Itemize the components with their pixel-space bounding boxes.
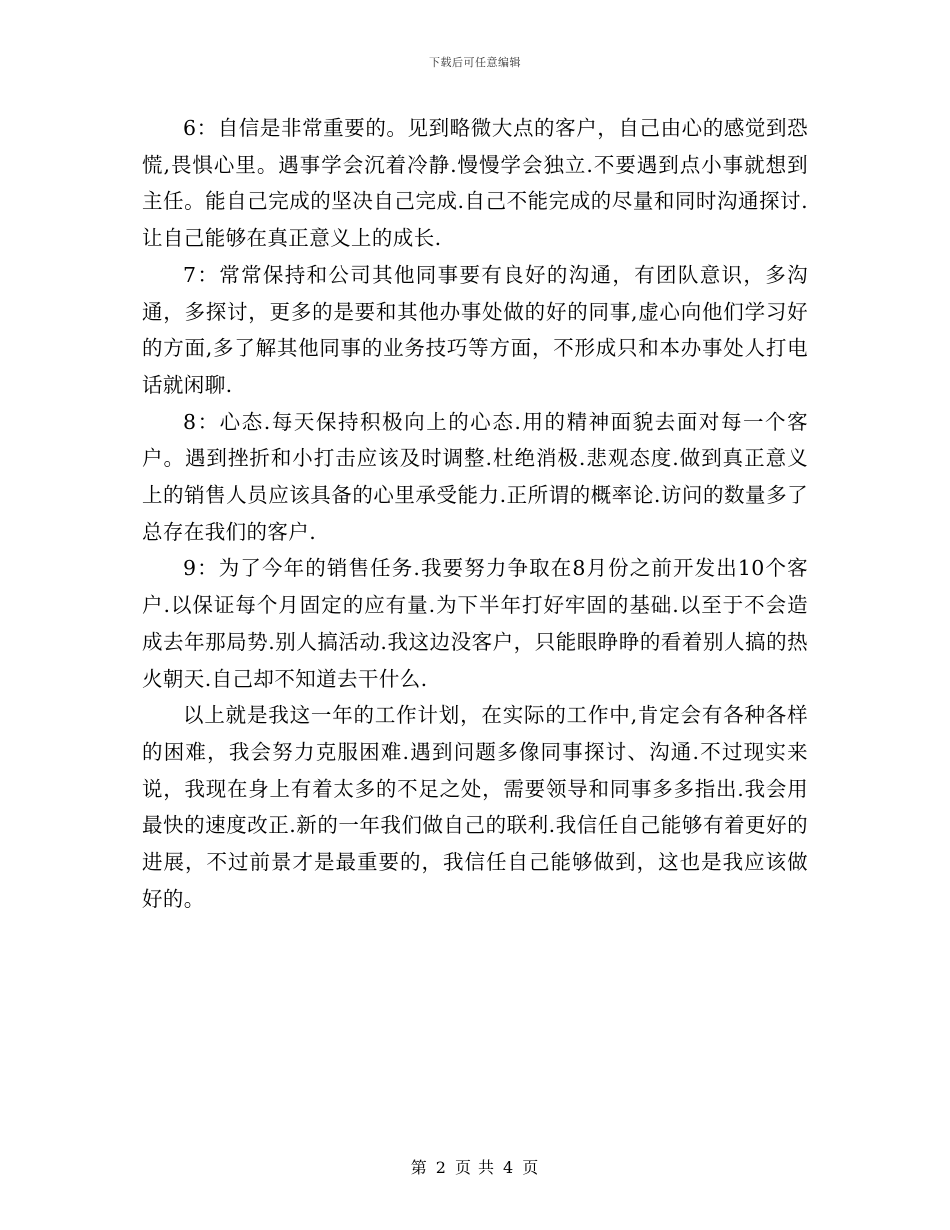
document-body	[142, 110, 808, 917]
footer-total-pages: 4	[503, 1158, 515, 1177]
footer-middle: 页 共	[454, 1158, 496, 1177]
footer-current-page: 2	[435, 1158, 447, 1177]
page-footer	[0, 1155, 950, 1178]
paragraph-item-6: 6：自信是非常重要的。见到略微大点的客户，自己由心的感觉到恐慌,畏惧心里。遇事学会沉着冷静.慢慢学会独立.不要遇到点小事就想到主任。能自己完成的坚决自己完成.自己不能完成的尽量和同时沟通探讨.让自己能够在真正意义上的成长.	[142, 116, 808, 251]
header-note: 下载后可任意编辑	[429, 56, 521, 69]
footer-suffix: 页	[522, 1158, 540, 1177]
paragraph-item-8: 8：心态.每天保持积极向上的心态.用的精神面貌去面对每一个客户。遇到挫折和小打击应该及时调整.杜绝消极.悲观态度.做到真正意义上的销售人员应该具备的心里承受能力.正所谓的概率论.访问的数量多了总存在我们的客户.	[142, 409, 808, 544]
footer-prefix: 第	[410, 1158, 428, 1177]
paragraph-item-7: 7：常常保持和公司其他同事要有良好的沟通，有团队意识，多沟通，多探讨，更多的是要和其他办事处做的好的同事,虚心向他们学习好的方面,多了解其他同事的业务技巧等方面，不形成只和本办事处人打电话就闲聊.	[142, 262, 808, 397]
paragraph-conclusion: 以上就是我这一年的工作计划，在实际的工作中,肯定会有各种各样的困难，我会努力克服困难.遇到问题多像同事探讨、沟通.不过现实来说，我现在身上有着太多的不足之处，需要领导和同事多多指出.我会用最快的速度改正.新的一年我们做自己的联利.我信任自己能够有着更好的进展，不过前景才是最重要的，我信任自己能够做到，这也是我应该做好的。	[142, 703, 808, 911]
paragraph-item-9: 9：为了今年的销售任务.我要努力争取在8月份之前开发出10个客户.以保证每个月固定的应有量.为下半年打好牢固的基础.以至于不会造成去年那局势.别人搞活动.我这边没客户，只能眼睁睁的看着别人搞的热火朝天.自己却不知道去干什么.	[142, 556, 808, 691]
